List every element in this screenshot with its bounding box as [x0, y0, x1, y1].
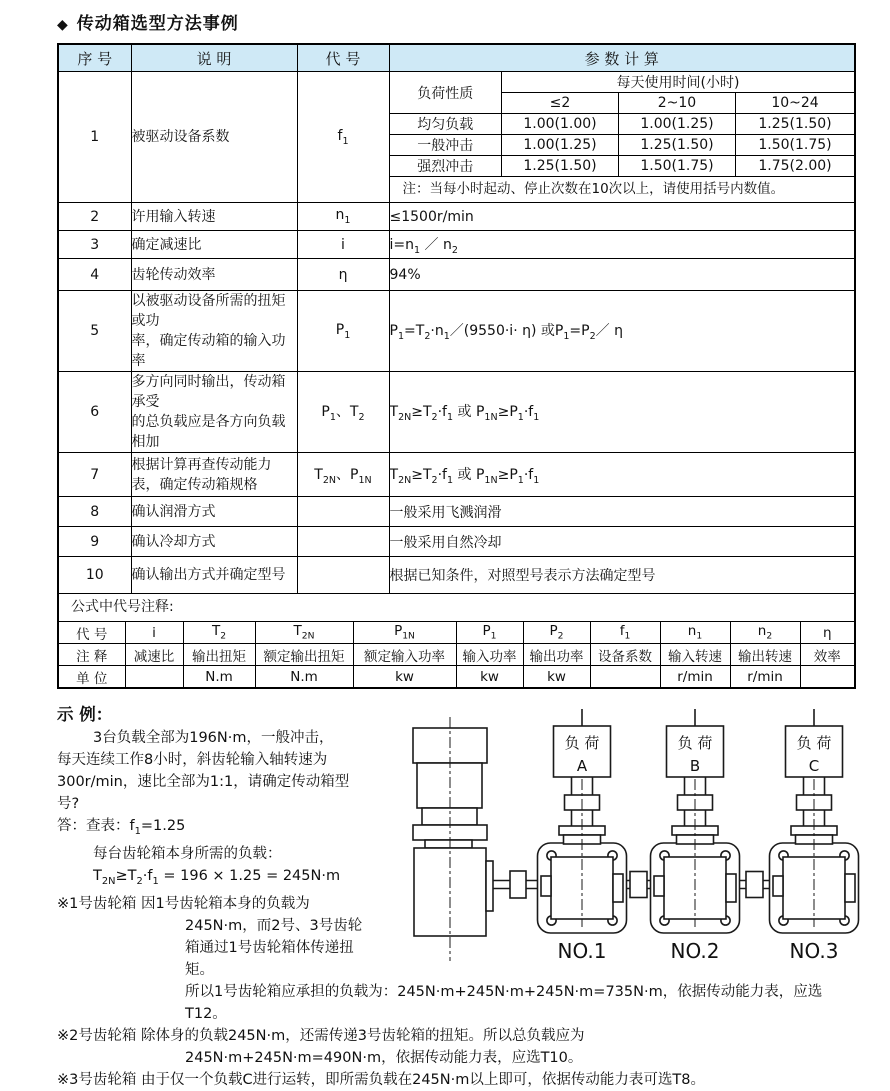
- example-line: 答：查表：$f_1=1.25$: [57, 818, 186, 837]
- daily-usage-header: 每天使用时间(小时): [502, 72, 855, 93]
- page-title: [57, 9, 890, 34]
- note-cell: 减速比: [125, 644, 183, 666]
- note-cell: 输出转速: [730, 644, 800, 666]
- symbol-cell: $f_1$: [590, 622, 660, 644]
- row-no: 10: [59, 557, 131, 594]
- row-code: η: [297, 259, 389, 291]
- unit-cell: r/min: [730, 666, 800, 688]
- note-cell: 输出扭矩: [183, 644, 255, 666]
- symbol-cell: $n_2$: [730, 622, 800, 644]
- note-cell: 输入功率: [456, 644, 523, 666]
- row-code: [297, 497, 389, 527]
- factor-value: 1.50(1.75): [619, 156, 736, 177]
- factor-value: 1.75(2.00): [736, 156, 855, 177]
- legend-title: 公式中代号注释:: [59, 594, 854, 622]
- unit-cell: [125, 666, 183, 688]
- row-code: $P_1$: [297, 291, 389, 372]
- example-heading: 示 例：: [57, 705, 113, 724]
- symbol-cell: $P_1$: [456, 622, 523, 644]
- shaft-no1-to-no2: [627, 872, 651, 898]
- symbol-cell: $P_{1N}$: [353, 622, 456, 644]
- example-line: 矩。: [185, 961, 214, 978]
- example-line: $T_{2N}\ge T_2\cdot f_1 = 196 \times 1.25 = 245N\cdot m$: [93, 867, 341, 887]
- row-code: $f_1$: [297, 72, 389, 203]
- factor-value: 1.00(1.25): [502, 135, 619, 156]
- unit-cell: kw: [523, 666, 590, 688]
- row-desc: 根据计算再查传动能力 表，确定传动箱规格: [131, 453, 297, 497]
- unit-cell: r/min: [660, 666, 730, 688]
- factor-value: 1.25(1.50): [619, 135, 736, 156]
- symbol-cell: $T_2$: [183, 622, 255, 644]
- load-b-title: 负 荷: [677, 734, 713, 752]
- symbol-cell: i: [125, 622, 183, 644]
- row-no: 5: [59, 291, 131, 372]
- row-calc: ≤1500r/min: [389, 203, 854, 231]
- shaft-motor-to-no1: [493, 871, 541, 898]
- col-header-no: 序 号: [59, 45, 131, 72]
- row-no: 4: [59, 259, 131, 291]
- row-no: 7: [59, 453, 131, 497]
- table-header-row: [59, 45, 854, 72]
- unit-cell: [800, 666, 854, 688]
- unit-cell: kw: [456, 666, 523, 688]
- row-desc: 被驱动设备系数: [131, 72, 297, 203]
- load-nature-header: 负荷性质: [390, 72, 502, 114]
- row-code: [297, 557, 389, 594]
- symbol-cell: $P_2$: [523, 622, 590, 644]
- factor-value: 1.25(1.50): [736, 114, 855, 135]
- load-a-id: A: [576, 757, 588, 775]
- table-row: [59, 291, 854, 372]
- symbol-cell: η: [800, 622, 854, 644]
- example-line: 号?: [57, 796, 80, 812]
- note-row: [59, 644, 854, 666]
- note-cell: 额定输出扭矩: [255, 644, 353, 666]
- row-desc: 以被驱动设备所需的扭矩或功 率，确定传动箱的输入功率: [131, 291, 297, 372]
- note-cell: 额定输入功率: [353, 644, 456, 666]
- row-desc: 多方向同时输出，传动箱承受 的总负载应是各方向负载相加: [131, 372, 297, 453]
- example-line: 箱通过1号齿轮箱体传递扭: [185, 939, 354, 956]
- table-row: [59, 527, 854, 557]
- load-label: 一般冲击: [390, 135, 502, 156]
- row-desc: 齿轮传动效率: [131, 259, 297, 291]
- symbol-row-label: 单 位: [59, 666, 125, 688]
- symbol-table: [59, 622, 854, 687]
- subtable-row: [390, 135, 855, 156]
- row-code: $T_{2N}$、$P_{1N}$: [297, 453, 389, 497]
- subtable-row: [390, 156, 855, 177]
- example-section: [57, 703, 890, 1091]
- example-line: ※1号齿轮箱 因1号齿轮箱本身的负载为: [57, 895, 310, 912]
- factor-value: 1.00(1.00): [502, 114, 619, 135]
- table-row: [59, 231, 854, 259]
- row-no: 8: [59, 497, 131, 527]
- table-row: [59, 497, 854, 527]
- unit-row: [59, 666, 854, 688]
- col-header-code: 代 号: [297, 45, 389, 72]
- example-line: 300r/min，速比全部为1:1，请确定传动箱型: [57, 774, 350, 790]
- row-code: $P_1$、$T_2$: [297, 372, 389, 453]
- note-cell: 效率: [800, 644, 854, 666]
- label-no2: NO.2: [670, 939, 720, 963]
- unit-cell: kw: [353, 666, 456, 688]
- load-a-title: 负 荷: [564, 734, 600, 752]
- symbol-cell: $T_{2N}$: [255, 622, 353, 644]
- row-no: 1: [59, 72, 131, 203]
- row-calc: [389, 72, 854, 203]
- diamond-icon: ◆: [57, 17, 69, 33]
- example-line: 每天连续工作8小时，斜齿轮输入轴转速为: [57, 752, 328, 768]
- table-row: [59, 203, 854, 231]
- row-no: 9: [59, 527, 131, 557]
- example-line: 245N·m+245N·m=490N·m，依据传动能力表，应选T10。: [185, 1049, 583, 1066]
- row-desc: 确定减速比: [131, 231, 297, 259]
- row-calc: 94%: [389, 259, 854, 291]
- label-no3: NO.3: [789, 939, 839, 963]
- load-b-id: B: [689, 757, 701, 775]
- subtable-row: [390, 114, 855, 135]
- factor-subtable: [390, 72, 855, 177]
- symbol-row-label: 代 号: [59, 622, 125, 644]
- row-code: $n_1$: [297, 203, 389, 231]
- load-c-id: C: [808, 757, 820, 775]
- row-calc: $T_{2N}\ge T_2\cdot f_1$ 或 $P_{1N}\ge P_1\cdot f_1$: [389, 453, 854, 497]
- example-line: ※2号齿轮箱 除体身的负载245N·m，还需传递3号齿轮箱的扭矩。所以总负载应为: [57, 1027, 585, 1044]
- usage-col-3: 10~24: [736, 93, 855, 114]
- page-title-text: 传动箱选型方法事例: [76, 14, 239, 34]
- unit-cell: N.m: [255, 666, 353, 688]
- note-cell: 输入转速: [660, 644, 730, 666]
- row-desc: 确认冷却方式: [131, 527, 297, 557]
- table-row: [59, 259, 854, 291]
- col-header-desc: 说 明: [131, 45, 297, 72]
- load-label: 均匀负载: [390, 114, 502, 135]
- usage-col-1: ≤2: [502, 93, 619, 114]
- example-line: ※3号齿轮箱 由于仅一个负载C进行运转，即所需负载在245N·m以上即可，依据传动能力表可选T8。: [57, 1071, 705, 1088]
- drive-train-diagram: [402, 703, 890, 971]
- table-row: [59, 372, 854, 453]
- row-no: 6: [59, 372, 131, 453]
- selection-table: [59, 45, 854, 594]
- table-note: 注：当每小时起动、停止次数在10次以上，请使用括号内数值。: [402, 181, 785, 197]
- factor-value: 1.25(1.50): [502, 156, 619, 177]
- row-calc: $P_1=T_2\cdot n_1/(9550\cdot i\cdot \eta)$ 或$P_1=P_2/$ η: [389, 291, 854, 372]
- note-cell: 输出功率: [523, 644, 590, 666]
- row-no: 2: [59, 203, 131, 231]
- row-calc: 一般采用自然冷却: [389, 527, 854, 557]
- row-desc: 确认输出方式并确定型号: [131, 557, 297, 594]
- usage-col-2: 2~10: [619, 93, 736, 114]
- row-calc: 一般采用飞溅润滑: [389, 497, 854, 527]
- unit-cell: [590, 666, 660, 688]
- row-calc: $T_{2N}\ge T_2\cdot f_1$ 或 $P_{1N}\ge P_1\cdot f_1$: [389, 372, 854, 453]
- subtable-row: [390, 72, 855, 93]
- row-code: i: [297, 231, 389, 259]
- motor-drawing: [413, 717, 493, 961]
- row-desc: 确认润滑方式: [131, 497, 297, 527]
- table-row: [59, 72, 854, 203]
- row-no: 3: [59, 231, 131, 259]
- symbol-row-label: 注 释: [59, 644, 125, 666]
- row-calc: 根据已知条件，对照型号表示方法确定型号: [389, 557, 854, 594]
- symbol-row: [59, 622, 854, 644]
- factor-value: 1.00(1.25): [619, 114, 736, 135]
- load-label: 强烈冲击: [390, 156, 502, 177]
- example-line: 245N·m，而2号、3号齿轮: [185, 917, 363, 934]
- row-desc: 许用输入转速: [131, 203, 297, 231]
- table-row: [59, 557, 854, 594]
- note-cell: 设备系数: [590, 644, 660, 666]
- selection-table-outline: [57, 43, 856, 689]
- example-line: 3台负载全部为196N·m，一般冲击，: [93, 730, 334, 746]
- unit-cell: N.m: [183, 666, 255, 688]
- example-line: 所以1号齿轮箱应承担的负载为：245N·m+245N·m+245N·m=735N·m，依据传动能力表，应选: [185, 983, 823, 1000]
- col-header-calc: 参 数 计 算: [389, 45, 854, 72]
- row-calc: $i=n_1$ ／ $n_2$: [389, 231, 854, 259]
- shaft-no2-to-no3: [740, 872, 770, 898]
- row-code: [297, 527, 389, 557]
- table-row: [59, 453, 854, 497]
- example-line: T12。: [185, 1005, 227, 1022]
- load-c-title: 负 荷: [796, 734, 832, 752]
- symbol-cell: $n_1$: [660, 622, 730, 644]
- example-line: 每台齿轮箱本身所需的负载：: [93, 845, 282, 862]
- label-no1: NO.1: [557, 939, 607, 963]
- factor-value: 1.50(1.75): [736, 135, 855, 156]
